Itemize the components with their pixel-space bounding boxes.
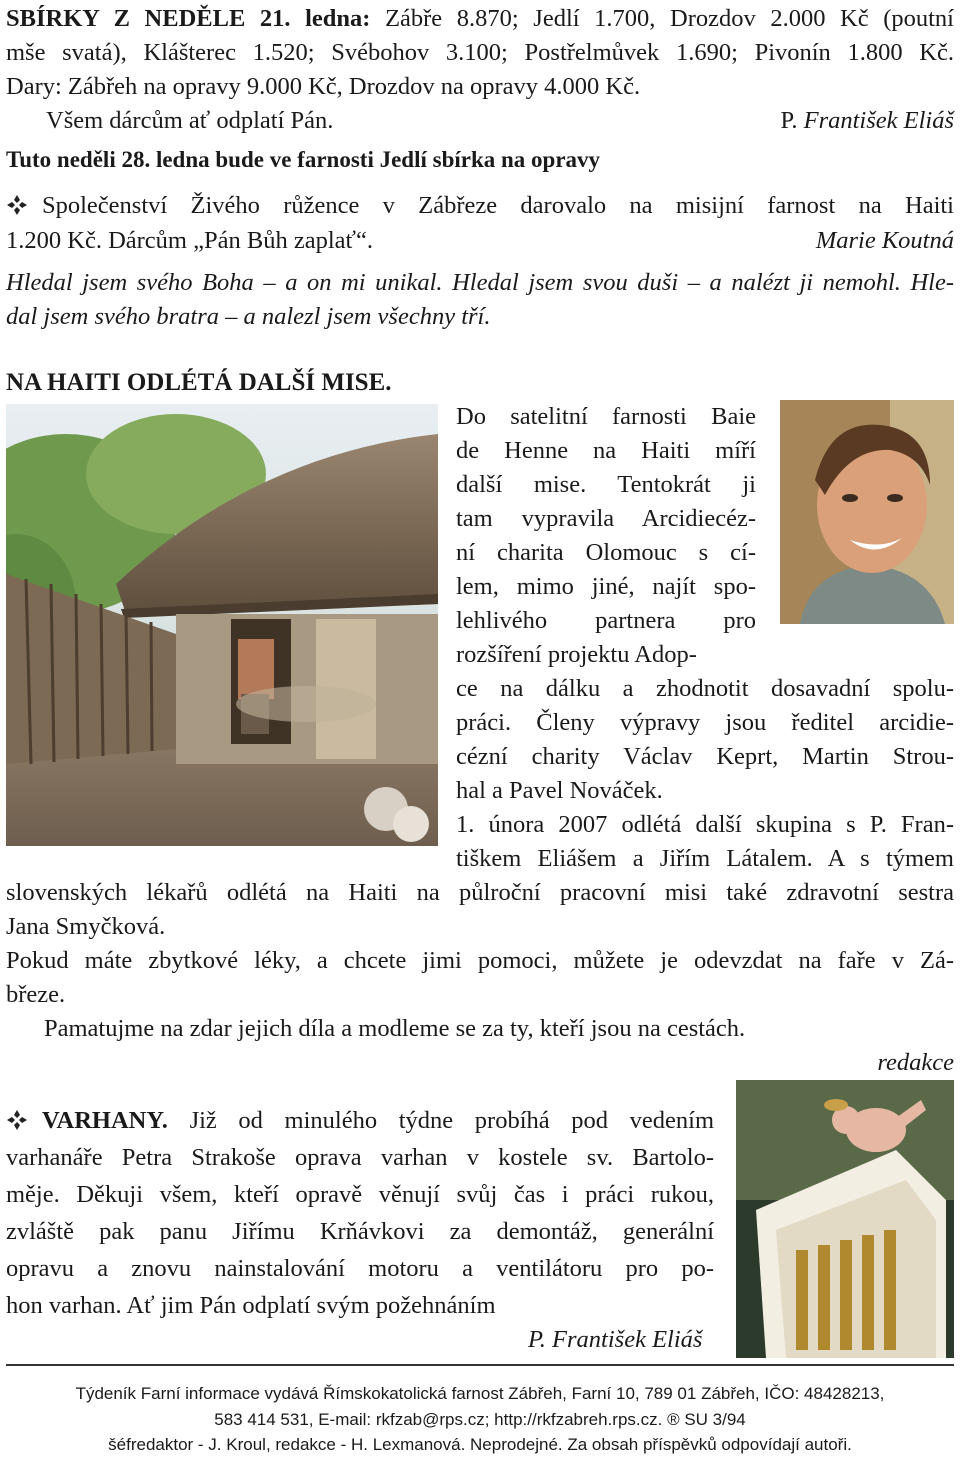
collections-signature: [780, 104, 954, 138]
organ-lead: VARHANY.: [42, 1107, 168, 1134]
haiti-wide-line: ce na dálku a zhodnotit dosavadní spolu-: [456, 675, 954, 702]
organ-line-1: [6, 1104, 714, 1138]
haiti-full-line: Pokud máte zbytkové léky, a chcete jimi pomoci, můžete je odevzdat na faře v Zá-: [6, 947, 954, 974]
haiti-signature: redakce: [877, 1049, 954, 1076]
collections-line-3: Dary: Zábřeh na opravy 9.000 Kč, Drozdov na opravy 4.000 Kč.: [6, 73, 641, 100]
bulletin-page: [6, 0, 954, 1458]
jedli-collection-announcement: Tuto neděli 28. ledna bude ve farnosti Jedlí sbírka na opravy: [6, 147, 601, 172]
collections-line-2: mše svatá), Klášterec 1.520; Svébohov 3.100; Postřelmůvek 1.690; Pivonín 1.800 Kč.: [6, 39, 954, 66]
haiti-full-line: slovenských lékařů odlétá na Haiti na půlroční pracovní misi také zdravotní sestra: [6, 879, 954, 906]
quote-line-1: Hledal jsem svého Boha – a on mi unikal. Hledal jsem svou duši – a nalézt ji nemohl. Hle-: [6, 269, 954, 296]
rosary-line-1: [6, 189, 954, 223]
organ-line: zvláště pak panu Jiřímu Krňávkovi za demontáž, generální: [6, 1218, 714, 1245]
organ-angel-photo: [736, 1080, 954, 1358]
haiti-full-line: Jana Smyčková.: [6, 913, 166, 940]
haiti-col-line: lehlivého partnera pro: [456, 607, 756, 634]
haiti-prayer-line: Pamatujme na zdar jejich díla a modleme se za ty, kteří jsou na cestách.: [44, 1015, 746, 1042]
rosary-signature: Marie Koutná: [815, 227, 954, 254]
signature-name: František Eliáš: [803, 107, 954, 134]
haiti-wide-line: práci. Členy výpravy jsou ředitel arcidie-: [456, 709, 954, 736]
haiti-col-line: de Henne na Haiti míří: [456, 437, 756, 464]
quote-line-2: dal jsem svého bratra – a nalezl jsem všechny tří.: [6, 303, 491, 330]
signature-prefix: P.: [780, 107, 798, 134]
collections-thanks: Všem dárcům ať odplatí Pán.: [46, 107, 334, 134]
rosary-line-2: 1.200 Kč. Dárcům „Pán Bůh zaplať“.: [6, 227, 373, 254]
diamond-bullet-icon: [6, 194, 28, 216]
haiti-hut-photo: [6, 404, 438, 846]
haiti-heading: NA HAITI ODLÉTÁ DALŠÍ MISE.: [6, 369, 392, 396]
rosary-line-1-text: Společenství Živého růžence v Zábřeze darovalo na misijní farnost na Haiti: [42, 192, 954, 219]
haiti-wide-line: tiškem Eliášem a Jiřím Látalem. A s týmem: [456, 845, 954, 872]
haiti-col-line: rozšíření projektu Adop-: [456, 641, 697, 668]
haiti-full-line: březe.: [6, 981, 66, 1008]
haiti-wide-line: hal a Pavel Nováček.: [456, 777, 663, 804]
haiti-col-line: lem, mimo jiné, najít spo-: [456, 573, 756, 600]
haiti-wide-line: 1. února 2007 odlétá další skupina s P. Fran-: [456, 811, 954, 838]
diamond-bullet-icon: [6, 1109, 28, 1131]
footer-line-3: šéfredaktor - J. Kroul, redakce - H. Lexmanová. Neprodejné. Za obsah příspěvků odpovídají autoři.: [108, 1435, 852, 1454]
missionary-portrait-photo: [780, 400, 954, 624]
haiti-col-line: Do satelitní farnosti Baie: [456, 403, 756, 430]
haiti-wide-line: cézní charity Václav Keprt, Martin Strou-: [456, 743, 954, 770]
footer-divider: [6, 1364, 954, 1366]
organ-line: hon varhan. Ať jim Pán odplatí svým požehnáním: [6, 1292, 496, 1319]
haiti-col-line: ní charita Olomouc s cí-: [456, 539, 756, 566]
organ-signature: P. František Eliáš: [528, 1326, 703, 1353]
collections-line-1: [6, 2, 954, 36]
footer-line-1: Týdeník Farní informace vydává Římskokatolická farnost Zábřeh, Farní 10, 789 01 Zábřeh, IČO: 48428213,: [75, 1384, 885, 1403]
haiti-col-line: tam vypravila Arcidiecéz-: [456, 505, 756, 532]
collections-line-1-text: Zábře 8.870; Jedlí 1.700, Drozdov 2.000 Kč (poutní: [385, 5, 954, 32]
footer-line-2: 583 414 531, E-mail: rkfzab@rps.cz; http://rkfzabreh.rps.cz. ® SU 3/94: [214, 1410, 746, 1429]
organ-line: opravu a znovu nainstalování motoru a ventilátoru pro po-: [6, 1255, 714, 1282]
organ-line-1-text: Již od minulého týdne probíhá pod vedením: [189, 1107, 714, 1134]
organ-line: měje. Děkuji všem, kteří opravě věnují svůj čas i práci rukou,: [6, 1181, 714, 1208]
organ-line: varhanáře Petra Strakoše oprava varhan v kostele sv. Bartolo-: [6, 1144, 714, 1171]
collections-lead: SBÍRKY Z NEDĚLE 21. ledna:: [6, 5, 371, 32]
haiti-col-line: další mise. Tentokrát ji: [456, 471, 756, 498]
